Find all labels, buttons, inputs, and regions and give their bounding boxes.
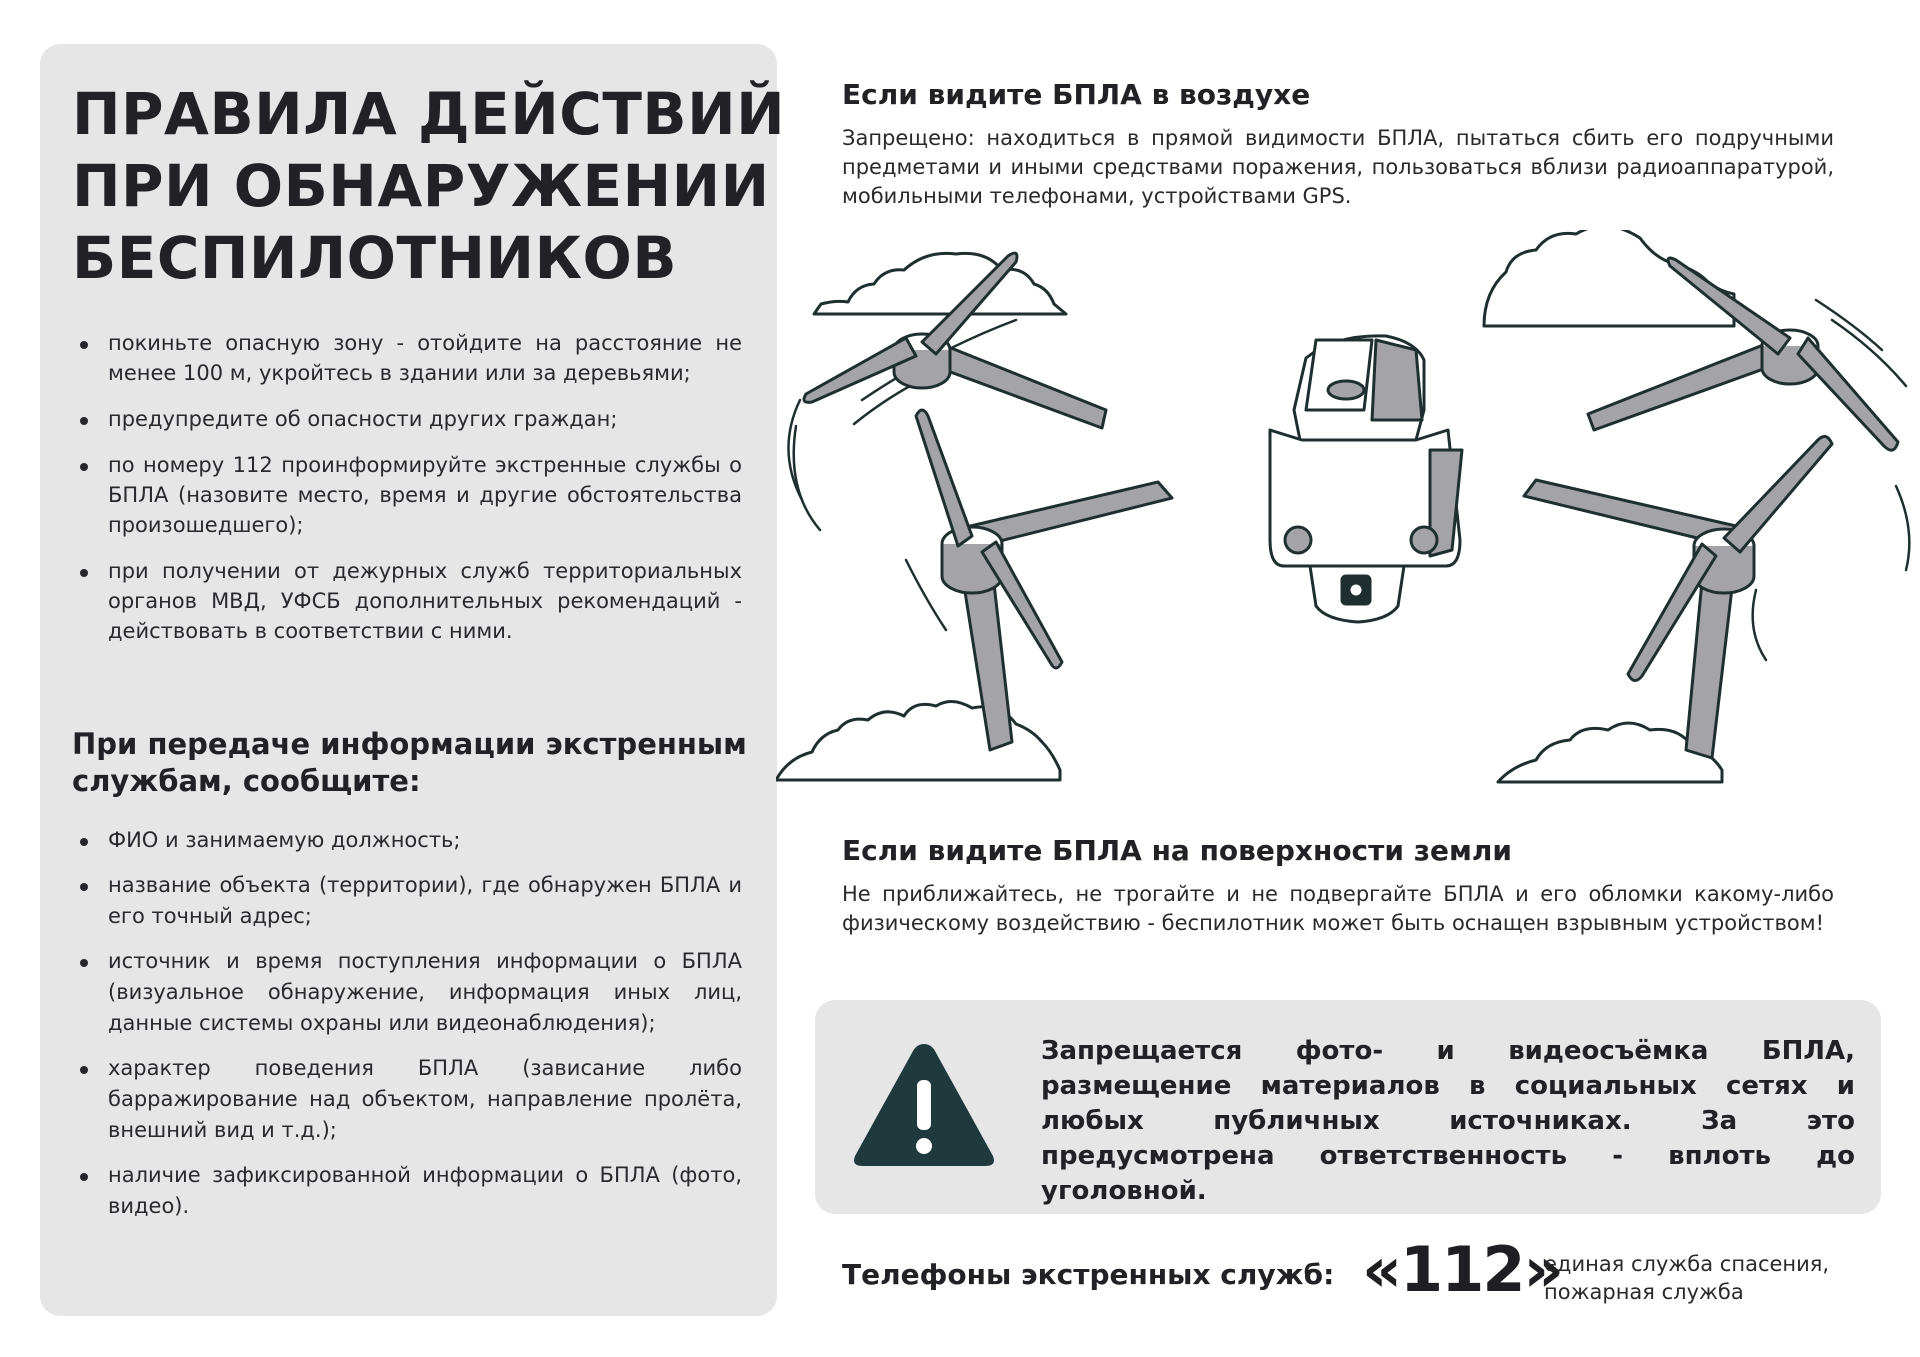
drone-body [1270, 336, 1462, 622]
phone-desc-line: единая служба спасения, [1544, 1252, 1830, 1276]
ground-heading: Если видите БПЛА на поверхности земли [842, 834, 1513, 867]
air-heading: Если видите БПЛА в воздухе [842, 78, 1311, 111]
list-item: предупредите об опасности других граждан; [78, 404, 742, 434]
phone-number[interactable]: «112» [1362, 1233, 1562, 1306]
ground-text: Не приближайтесь, не трогайте и не подвергайте БПЛА и его обломки какому-либо физическому воздействию - беспилотник может быть оснащен взрывным устройством! [842, 882, 1834, 935]
list-item: источник и время поступления информации о БПЛА (визуальное обнаружение, информация иных лиц, данные системы охраны или видеонаблюдения); [78, 946, 742, 1039]
report-list [78, 825, 742, 1236]
drone-illustration [776, 230, 1920, 790]
title-line: БЕСПИЛОТНИКОВ [72, 224, 678, 292]
warning-text: Запрещается фото- и видеосъёмка БПЛА, размещение материалов в социальных сетях и любых публичных источниках. За это предусмотрена ответственность - вплоть до уголовной. [1041, 1036, 1855, 1206]
list-item: покиньте опасную зону - отойдите на расстояние не менее 100 м, укройтесь в здании или за деревьями; [78, 328, 742, 388]
page-title [72, 78, 786, 294]
list-item: характер поведения БПЛА (зависание либо барражирование над объектом, направление пролёта, внешний вид и т.д.); [78, 1053, 742, 1146]
list-item: наличие зафиксированной информации о БПЛА (фото, видео). [78, 1160, 742, 1222]
phone-desc-line: пожарная служба [1544, 1280, 1744, 1304]
title-line: ПРАВИЛА ДЕЙСТВИЙ [72, 80, 786, 148]
list-item: ФИО и занимаемую должность; [78, 825, 742, 856]
list-item: при получении от дежурных служб территориальных органов МВД, УФСБ дополнительных рекомендаций - действовать в соответствии с ними. [78, 556, 742, 646]
warning-triangle-icon [851, 1040, 997, 1170]
report-section-title: При передаче информации экстренным службам, сообщите: [72, 727, 747, 798]
list-item: по номеру 112 проинформируйте экстренные службы о БПЛА (назовите место, время и другие обстоятельства произошедшего); [78, 450, 742, 540]
air-text: Запрещено: находиться в прямой видимости БПЛА, пытаться сбить его подручными предметами и иными средствами поражения, пользоваться вблизи радиоаппаратурой, мобильными телефонами, устройствами GPS. [842, 126, 1834, 208]
phones-label: Телефоны экстренных служб: [842, 1258, 1335, 1291]
actions-list [78, 328, 742, 662]
title-line: ПРИ ОБНАРУЖЕНИИ [72, 152, 770, 220]
list-item: название объекта (территории), где обнаружен БПЛА и его точный адрес; [78, 870, 742, 932]
warning-box [815, 1000, 1881, 1214]
phone-description [1544, 1250, 1844, 1306]
